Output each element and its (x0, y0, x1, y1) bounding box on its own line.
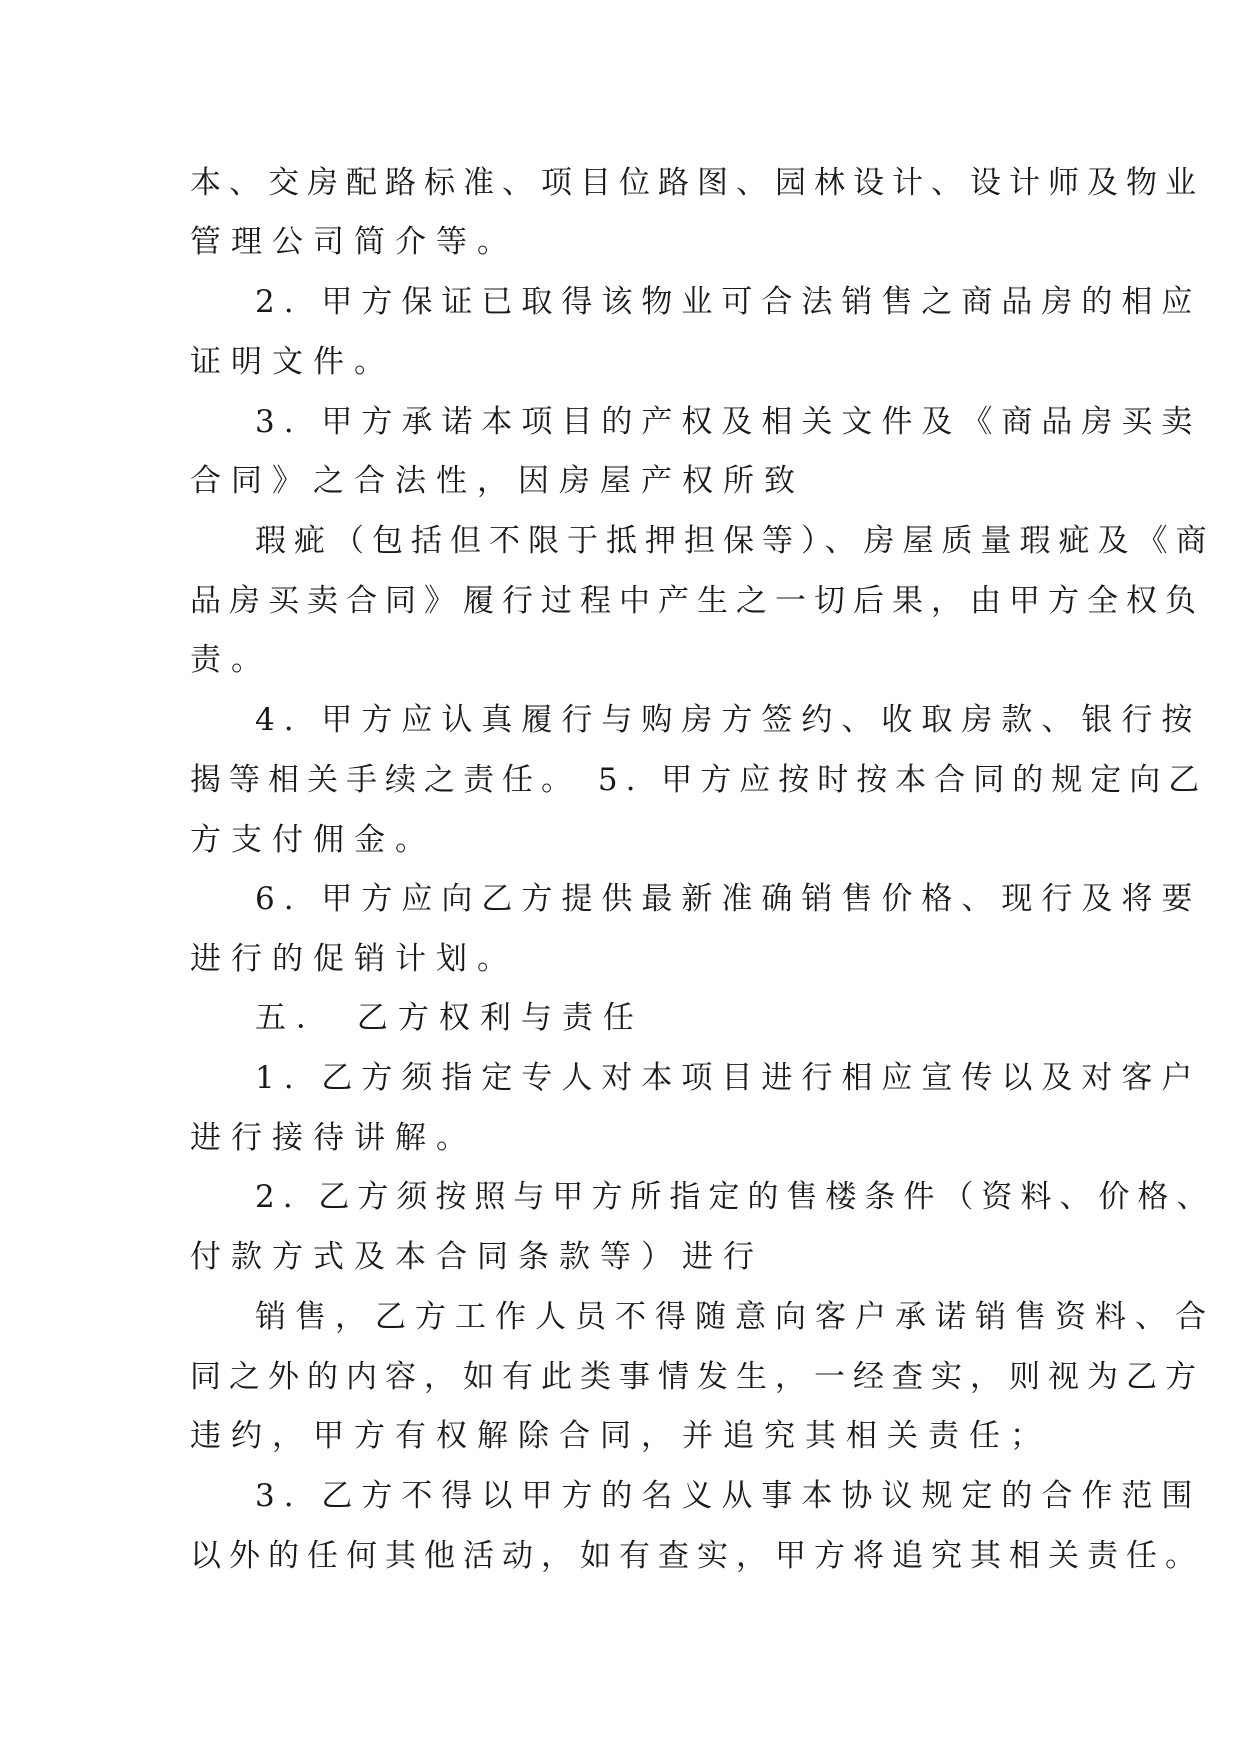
text-line: 证明文件。 (190, 344, 395, 380)
text-line: 违约，甲方有权解除合同，并追究其相关责任； (190, 1418, 1051, 1454)
text-line: 瑕疵（包括但不限于抵押担保等）、房屋质量瑕疵及《商 (255, 523, 1215, 559)
text-line: 2. 乙方须按照与甲方所指定的售楼条件（资料、价格、 (255, 1179, 1216, 1215)
text-line: 3. 乙方不得以甲方的名义从事本协议规定的合作范围 (255, 1478, 1202, 1514)
text-line: 1. 乙方须指定专人对本项目进行相应宣传以及对客户 (255, 1060, 1202, 1096)
text-line: 管理公司简介等。 (190, 224, 518, 260)
text-line: 6. 甲方应向乙方提供最新准确销售价格、现行及将要 (255, 881, 1202, 917)
text-line: 品房买卖合同》履行过程中产生之一切后果，由甲方全权负 (190, 583, 1204, 619)
text-line: 同之外的内容，如有此类事情发生，一经查实，则视为乙方 (190, 1359, 1204, 1395)
text-line: 进行接待讲解。 (190, 1120, 477, 1156)
text-line: 4. 甲方应认真履行与购房方签约、收取房款、银行按 (255, 702, 1202, 738)
text-line: 销售，乙方工作人员不得随意向客户承诺销售资料、合 (255, 1299, 1215, 1335)
text-line: 责。 (190, 642, 272, 678)
text-line: 付款方式及本合同条款等）进行 (190, 1239, 764, 1275)
text-line: 进行的促销计划。 (190, 941, 518, 977)
text-line: 本、交房配路标准、项目位路图、园林设计、设计师及物业 (190, 165, 1204, 201)
text-line: 3. 甲方承诺本项目的产权及相关文件及《商品房买卖 (255, 404, 1202, 440)
section-heading: 五． 乙方权利与责任 (255, 1000, 644, 1036)
text-line: 合同》之合法性，因房屋产权所致 (190, 463, 805, 499)
text-line: 揭等相关手续之责任。 5. 甲方应按时按本合同的规定向乙 (190, 762, 1208, 798)
text-line: 2. 甲方保证已取得该物业可合法销售之商品房的相应 (255, 284, 1202, 320)
text-line: 以外的任何其他活动，如有查实，甲方将追究其相关责任。 (190, 1538, 1204, 1574)
text-line: 方支付佣金。 (190, 822, 436, 858)
